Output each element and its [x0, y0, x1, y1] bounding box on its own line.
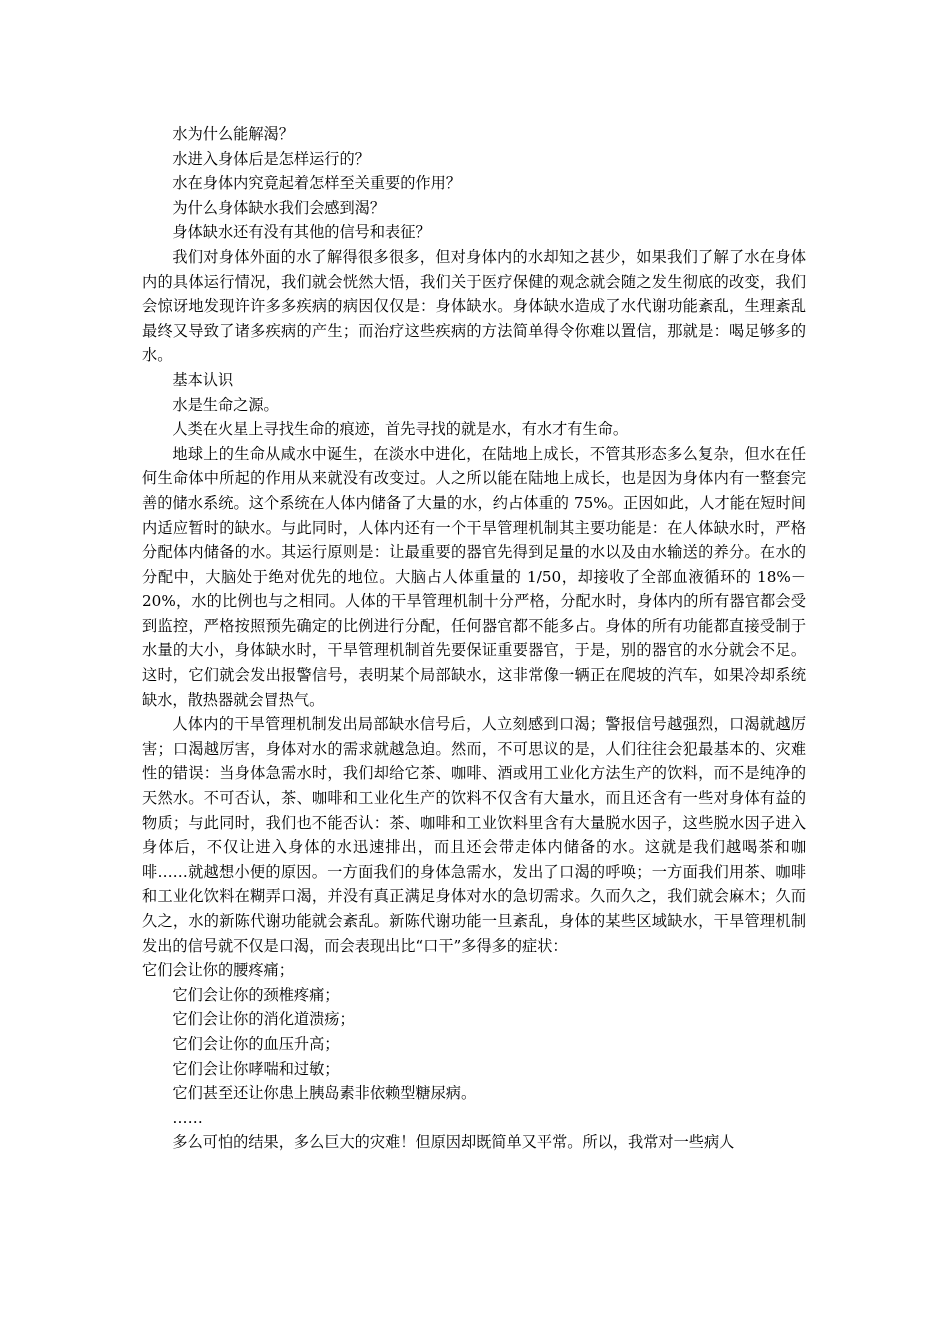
document-page: [142, 122, 806, 1155]
paragraph: 水为什么能解渴？: [172, 125, 294, 143]
list-item: 它们会让你的腰疼痛；: [142, 961, 294, 980]
section-heading: 基本认识: [172, 370, 234, 389]
paragraph: 水进入身体后是怎样运行的？: [172, 149, 370, 168]
list-item: 它们甚至还让你患上胰岛素非依赖型糖尿病。: [172, 1084, 477, 1103]
paragraph: 地球上的生命从咸水中诞生，在淡水中进化，在陆地上成长，不管其形态多么复杂，但水在任何生命体中所起的作用从来就没有改变过。人之所以能在陆地上成长，也是因为身体内有一整套完善的储水系统。这个系统在人体内储备了大量的水，约占体重的 75%。正因如此，人才能在短时间内适应暂时的缺水。与此同时，人体内还有一个干旱管理机制其主要功能是：在人体缺水时，严格分配体内储备的水。其运行原则是：让最重要的器官先得到足量的水以及由水输送的养分。在水的分配中，大脑处于绝对优先的地位。大脑占人体重量的 1/50，却接收了全部血液循环的 18%－20%，水的比例也与之相同。人体的干旱管理机制十分严格，分配水时，身体内的所有器官都会受到监控，严格按照预先确定的比例进行分配，任何器官都不能多占。身体的所有功能都直接受制于水量的大小，身体缺水时，干旱管理机制首先要保证重要器官，于是，别的器官的水分就会不足。这时，它们就会发出报警信号，表明某个局部缺水，这非常像一辆正在爬坡的汽车，如果冷却系统缺水，散热器就会冒热气。: [142, 444, 806, 709]
paragraph: 水是生命之源。: [172, 395, 279, 414]
list-item: 它们会让你哮喘和过敏；: [172, 1059, 340, 1078]
list-item: 它们会让你的血压升高；: [172, 1034, 340, 1053]
list-item: 它们会让你的颈椎疼痛；: [172, 985, 340, 1004]
list-item: 它们会让你的消化道溃疡；: [172, 1010, 355, 1029]
ellipsis: ……: [172, 1108, 203, 1127]
paragraph: 我们对身体外面的水了解得很多很多，但对身体内的水却知之甚少，如果我们了解了水在身体内的具体运行情况，我们就会恍然大悟，我们关于医疗保健的观念就会随之发生彻底的改变，我们会惊讶地发现许许多多疾病的病因仅仅是：身体缺水。身体缺水造成了水代谢功能紊乱，生理紊乱最终又导致了诸多疾病的产生；而治疗这些疾病的方法简单得令你难以置信，那就是：喝足够多的水。: [142, 247, 806, 365]
paragraph: 水在身体内究竟起着怎样至关重要的作用？: [172, 174, 461, 193]
paragraph: 人类在火星上寻找生命的痕迹，首先寻找的就是水，有水才有生命。: [172, 420, 629, 439]
paragraph: 多么可怕的结果，多么巨大的灾难！但原因却既简单又平常。所以，我常对一些病人: [172, 1133, 735, 1152]
paragraph: 身体缺水还有没有其他的信号和表征？: [172, 223, 431, 242]
paragraph: 为什么身体缺水我们会感到渴？: [172, 198, 386, 217]
paragraph: 人体内的干旱管理机制发出局部缺水信号后，人立刻感到口渴；警报信号越强烈，口渴就越厉害；口渴越厉害，身体对水的需求就越急迫。然而，不可思议的是，人们往往会犯最基本的、灾难性的错误：当身体急需水时，我们却给它茶、咖啡、酒或用工业化方法生产的饮料，而不是纯净的天然水。不可否认，茶、咖啡和工业化生产的饮料不仅含有大量水，而且还含有一些对身体有益的物质；与此同时，我们也不能否认：茶、咖啡和工业饮料里含有大量脱水因子，这些脱水因子进入身体后，不仅让进入身体的水迅速排出，而且还会带走体内储备的水。这就是我们越喝茶和咖啡……就越想小便的原因。一方面我们的身体急需水，发出了口渴的呼唤；一方面我们用茶、咖啡和工业化饮料在糊弄口渴，并没有真正满足身体对水的急切需求。久而久之，我们就会麻木；久而久之，水的新陈代谢功能就会紊乱。新陈代谢功能一旦紊乱，身体的某些区域缺水，干旱管理机制发出的信号就不仅是口渴，而会表现出比“口干”多得多的症状：: [142, 715, 806, 955]
